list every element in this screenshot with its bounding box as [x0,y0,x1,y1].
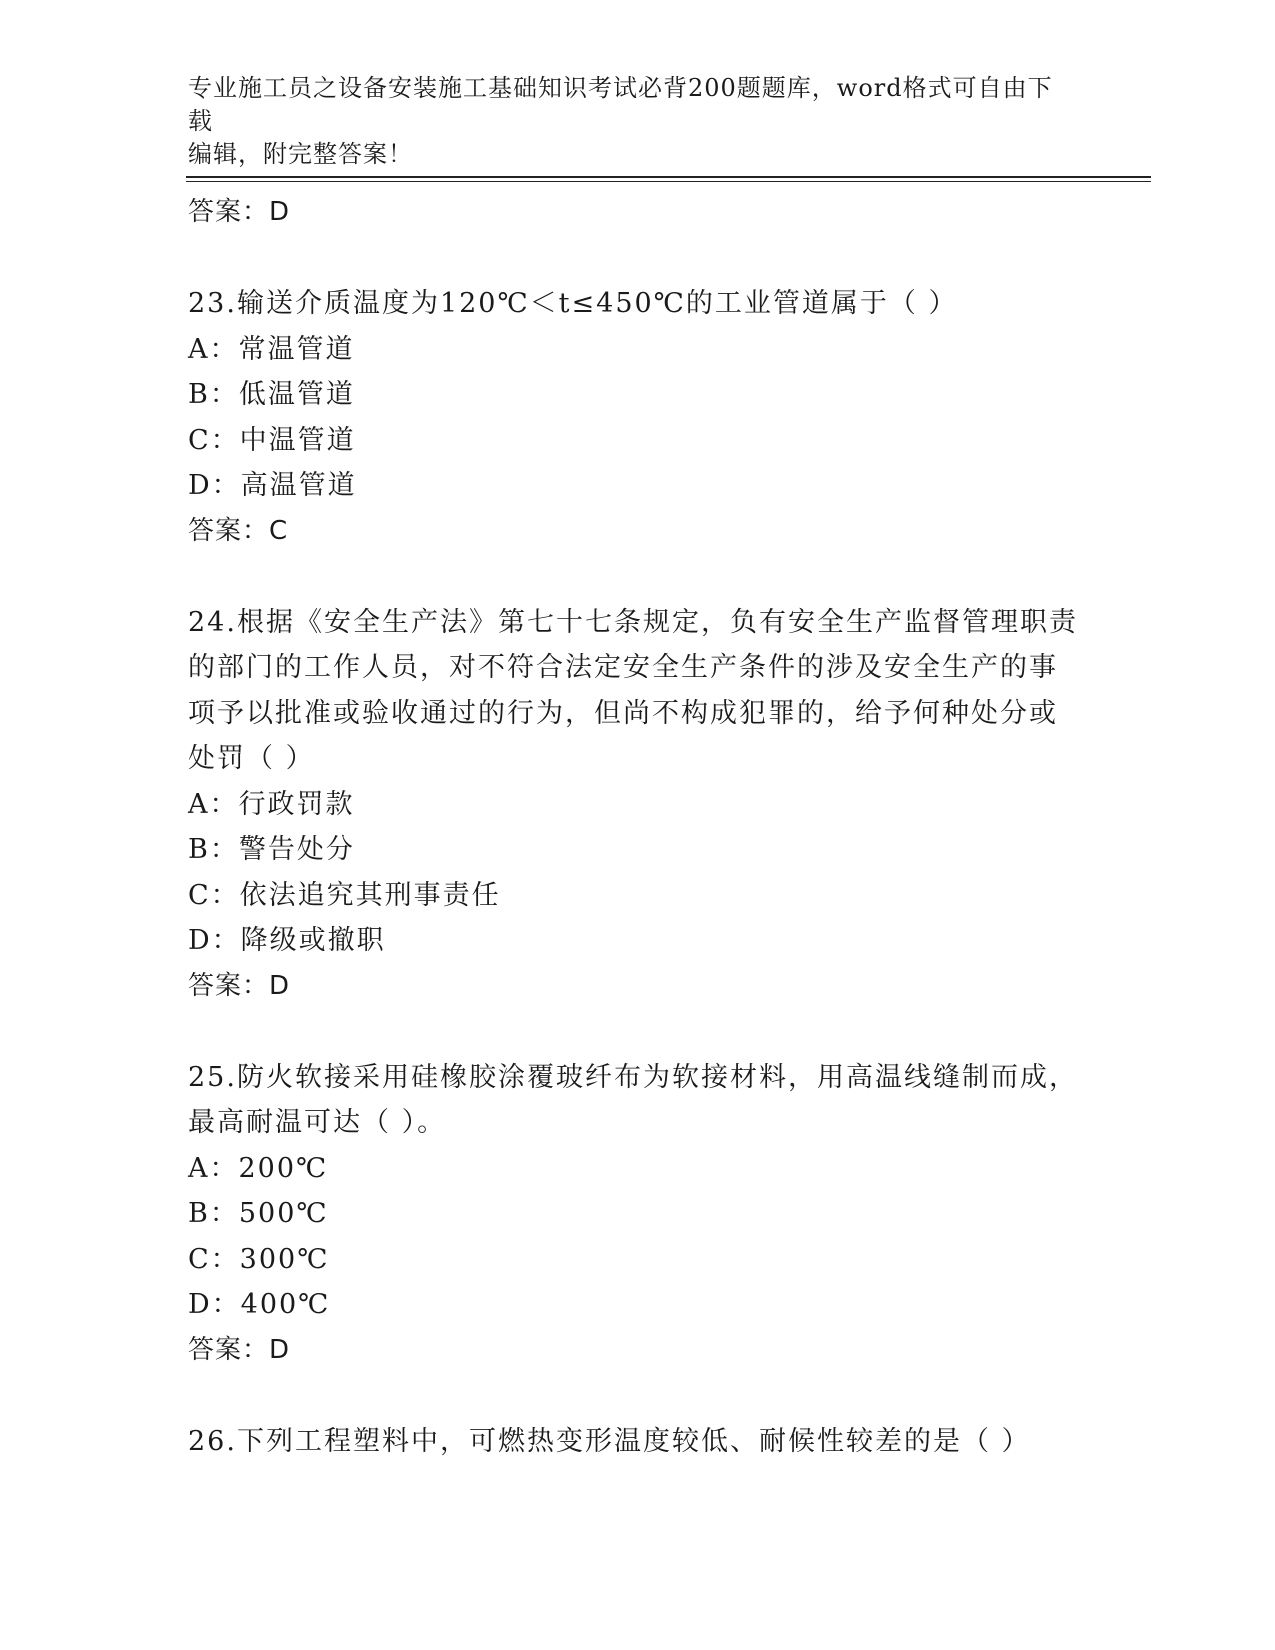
question-stem: 26.下列工程塑料中，可燃热变形温度较低、耐候性较差的是（ ） [188,1425,1031,1457]
question-26 [188,1419,1088,1465]
question-stem-line: 项予以批准或验收通过的行为，但尚不构成犯罪的，给予何种处分或 [188,697,1058,729]
option-d: D：高温管道 [188,470,357,501]
question-23 [188,281,1088,554]
question-stem-line: 最高耐温可达（ ）。 [188,1107,447,1138]
answer-label: 答案：D [188,970,291,1001]
question-24 [188,600,1088,1010]
option-a: A：行政罚款 [188,788,355,820]
option-c: C：300℃ [188,1243,330,1275]
answer-label: 答案：D [188,1334,291,1365]
header-rule-thick [186,176,1151,178]
option-d: D：400℃ [188,1289,331,1320]
answer-label: 答案：C [188,515,289,546]
option-d: D：降级或撤职 [188,925,386,956]
question-25 [188,1055,1088,1374]
header-rule-thin [186,181,1151,182]
option-a: A：常温管道 [188,333,355,365]
question-stem-line: 的部门的工作人员，对不符合法定安全生产条件的涉及安全生产的事 [188,652,1058,683]
option-a: A：200℃ [188,1152,329,1184]
option-c: C：中温管道 [188,424,356,456]
question-list [188,190,1088,1464]
question-stem-line: 25.防火软接采用硅橡胶涂覆玻纤布为软接材料，用高温线缝制而成， [188,1061,1078,1093]
header-line-1: 专业施工员之设备安装施工基础知识考试必背200题题库，word格式可自由下载 [188,74,1053,135]
answer-label: 答案：D [188,197,291,227]
question-stem: 23.输送介质温度为120℃＜t≤450℃的工业管道属于（ ） [188,288,958,319]
option-b: B：低温管道 [188,379,355,410]
question-stem-line: 处罚（ ） [188,743,315,774]
option-b: B：500℃ [188,1198,329,1229]
document-header [188,72,1068,171]
option-b: B：警告处分 [188,834,355,865]
header-line-2: 编辑，附完整答案！ [188,140,413,168]
option-c: C：依法追究其刑事责任 [188,879,501,911]
question-stem-line: 24.根据《安全生产法》第七十七条规定，负有安全生产监督管理职责 [188,606,1078,638]
